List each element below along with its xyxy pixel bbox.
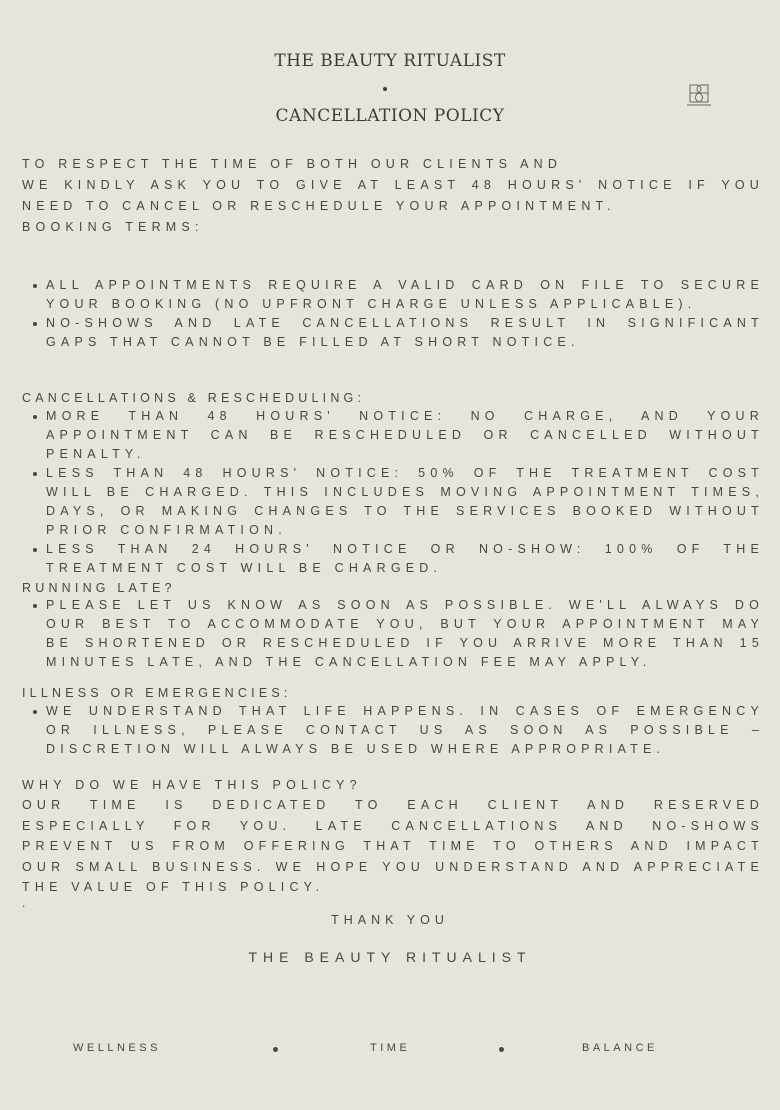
intro-line-1: TO RESPECT THE TIME OF BOTH OUR CLIENTS AND <box>22 157 563 171</box>
footer-dot <box>273 1047 278 1052</box>
footer-wellness: WELLNESS <box>73 1042 161 1054</box>
cancellations-heading: CANCELLATIONS & RESCHEDULING: <box>22 391 366 405</box>
cancellations-list <box>22 407 764 578</box>
list-item: MORE THAN 48 HOURS' NOTICE: NO CHARGE, AND YOUR APPOINTMENT CAN BE RESCHEDULED OR CANCELLED WITHOUT PENALTY. <box>22 407 764 464</box>
list-item: NO-SHOWS AND LATE CANCELLATIONS RESULT IN SIGNIFICANT GAPS THAT CANNOT BE FILLED AT SHORT NOTICE. <box>22 314 764 352</box>
why-text: OUR TIME IS DEDICATED TO EACH CLIENT AND RESERVED ESPECIALLY FOR YOU. LATE CANCELLATIONS AND NO-SHOWS PREVENT US FROM OFFERING THAT TIME TO OTHERS AND IMPACT OUR SMALL BUSINESS. WE HOPE YOU UNDERSTAND AND APPRECIATE THE VALUE OF THIS POLICY. <box>22 798 764 894</box>
footer-time: TIME <box>370 1042 411 1054</box>
illness-list <box>22 702 764 759</box>
signature-text: THE BEAUTY RITUALIST <box>248 949 532 965</box>
intro-line-2: WE KINDLY ASK YOU TO GIVE AT LEAST 48 HOURS' NOTICE IF YOU NEED TO CANCEL OR RESCHEDULE YOUR APPOINTMENT. <box>22 178 764 213</box>
running-late-list <box>22 596 764 672</box>
brand-title: THE BEAUTY RITUALIST <box>274 51 506 71</box>
list-item: WE UNDERSTAND THAT LIFE HAPPENS. IN CASES OF EMERGENCY OR ILLNESS, PLEASE CONTACT US AS SOON AS POSSIBLE – DISCRETION WILL ALWAYS BE USED WHERE APPROPRIATE. <box>22 702 764 759</box>
illness-heading: ILLNESS OR EMERGENCIES: <box>22 686 292 700</box>
footer-dot <box>499 1047 504 1052</box>
why-heading: WHY DO WE HAVE THIS POLICY? <box>22 778 362 792</box>
thank-you-text: THANK YOU <box>331 913 449 927</box>
list-item: PLEASE LET US KNOW AS SOON AS POSSIBLE. WE'LL ALWAYS DO OUR BEST TO ACCOMMODATE YOU, BUT YOUR APPOINTMENT MAY BE SHORTENED OR RESCHEDULED IF YOU ARRIVE MORE THAN 15 MINUTES LATE, AND THE CANCELLATION FEE MAY APPLY. <box>22 596 764 672</box>
list-item: ALL APPOINTMENTS REQUIRE A VALID CARD ON FILE TO SECURE YOUR BOOKING (NO UPFRONT CHARGE UNLESS APPLICABLE). <box>22 276 764 314</box>
booking-terms-heading: BOOKING TERMS: <box>22 220 204 234</box>
list-item: LESS THAN 24 HOURS' NOTICE OR NO-SHOW: 100% OF THE TREATMENT COST WILL BE CHARGED. <box>22 540 764 578</box>
footer-balance: BALANCE <box>582 1042 658 1054</box>
page-title: CANCELLATION POLICY <box>275 106 505 126</box>
trailing-period: . <box>22 896 26 910</box>
title-separator-dot <box>383 87 387 91</box>
list-item: LESS THAN 48 HOURS' NOTICE: 50% OF THE TREATMENT COST WILL BE CHARGED. THIS INCLUDES MOVING APPOINTMENT TIMES, DAYS, OR MAKING CHANGES TO THE SERVICES BOOKED WITHOUT PRIOR CONFIRMATION. <box>22 464 764 540</box>
running-late-heading: RUNNING LATE? <box>22 581 176 595</box>
monogram-logo-icon <box>684 80 714 110</box>
booking-terms-list <box>22 276 764 352</box>
